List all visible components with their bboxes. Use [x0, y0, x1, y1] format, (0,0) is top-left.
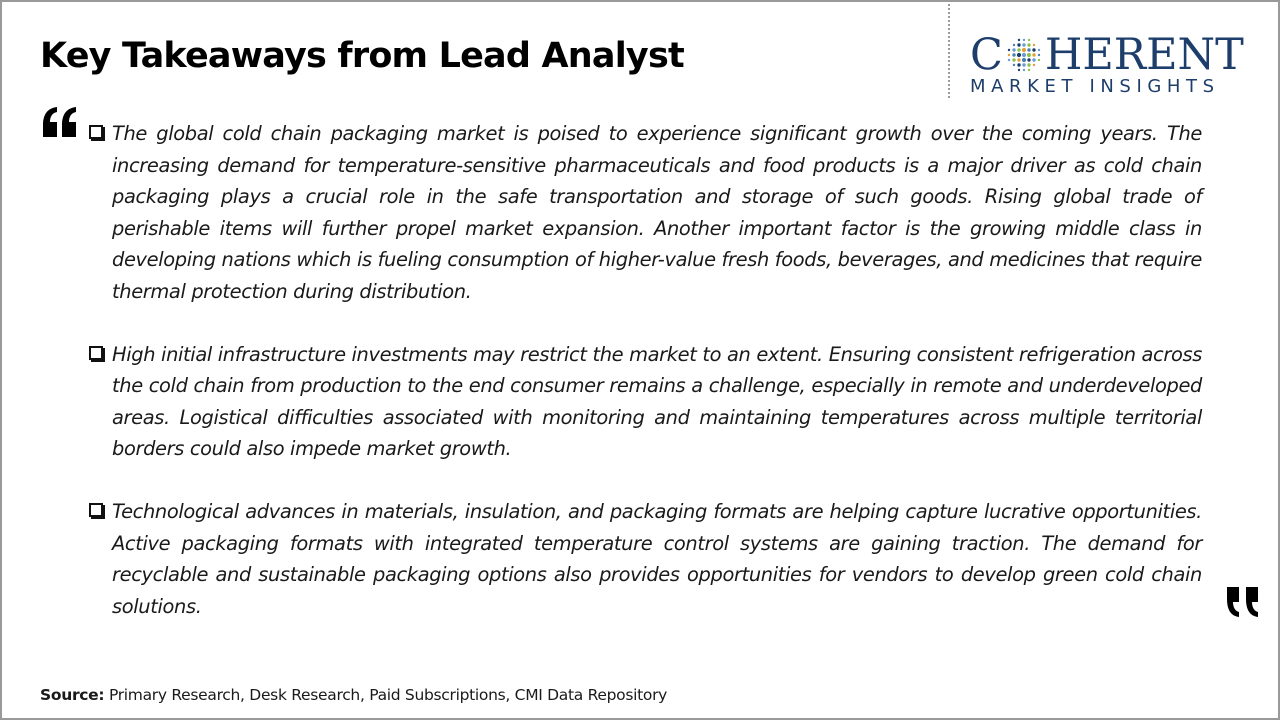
- close-quote-icon: [1226, 586, 1260, 618]
- source-label: Source:: [40, 686, 105, 704]
- list-item: [88, 118, 1202, 307]
- company-logo: [970, 32, 1262, 102]
- logo-globe-icon: [1004, 35, 1044, 75]
- list-item: [88, 496, 1202, 622]
- checkbox-bullet-icon: [89, 125, 103, 139]
- checkbox-bullet-icon: [89, 503, 103, 517]
- takeaways-list: [88, 118, 1202, 622]
- logo-letter-c: C: [970, 30, 1003, 80]
- logo-divider: [948, 4, 950, 98]
- list-item: [88, 339, 1202, 465]
- takeaway-text: The global cold chain packaging market is poised to experience significant growth over the coming years. The increasing demand for temperature-sensitive pharmaceuticals and food products is a major driver as cold chain packaging plays a crucial role in the safe transportation and storage of such goods. Rising global trade of perishable items will further propel market expansion. Another important factor is the growing middle class in developing nations which is fueling consumption of higher-value fresh foods, beverages, and medicines that require thermal protection during distribution.: [112, 122, 1202, 303]
- source-text: Primary Research, Desk Research, Paid Subscriptions, CMI Data Repository: [108, 686, 668, 704]
- checkbox-bullet-icon: [89, 346, 103, 360]
- takeaway-text: High initial infrastructure investments may restrict the market to an extent. Ensuring consistent refrigeration across the cold chain from production to the end consumer remains a challenge, especially in remote and underdeveloped areas. Logistical difficulties associated with monitoring and maintaining temperatures across multiple territorial borders could also impede market growth.: [112, 342, 1202, 460]
- open-quote-icon: [42, 106, 78, 138]
- source-note: [40, 686, 667, 704]
- takeaway-text: Technological advances in materials, insulation, and packaging formats are helping capture lucrative opportunities. Active packaging formats with integrated temperature control systems are gaining traction. The demand for recyclable and sustainable packaging options also provides opportunities for vendors to develop green cold chain solutions.: [112, 500, 1202, 618]
- logo-tagline: MARKET INSIGHTS: [970, 76, 1220, 97]
- logo-letters-herent: HERENT: [1044, 30, 1244, 80]
- logo-wordmark: [970, 32, 1262, 78]
- page-title: Key Takeaways from Lead Analyst: [40, 36, 684, 76]
